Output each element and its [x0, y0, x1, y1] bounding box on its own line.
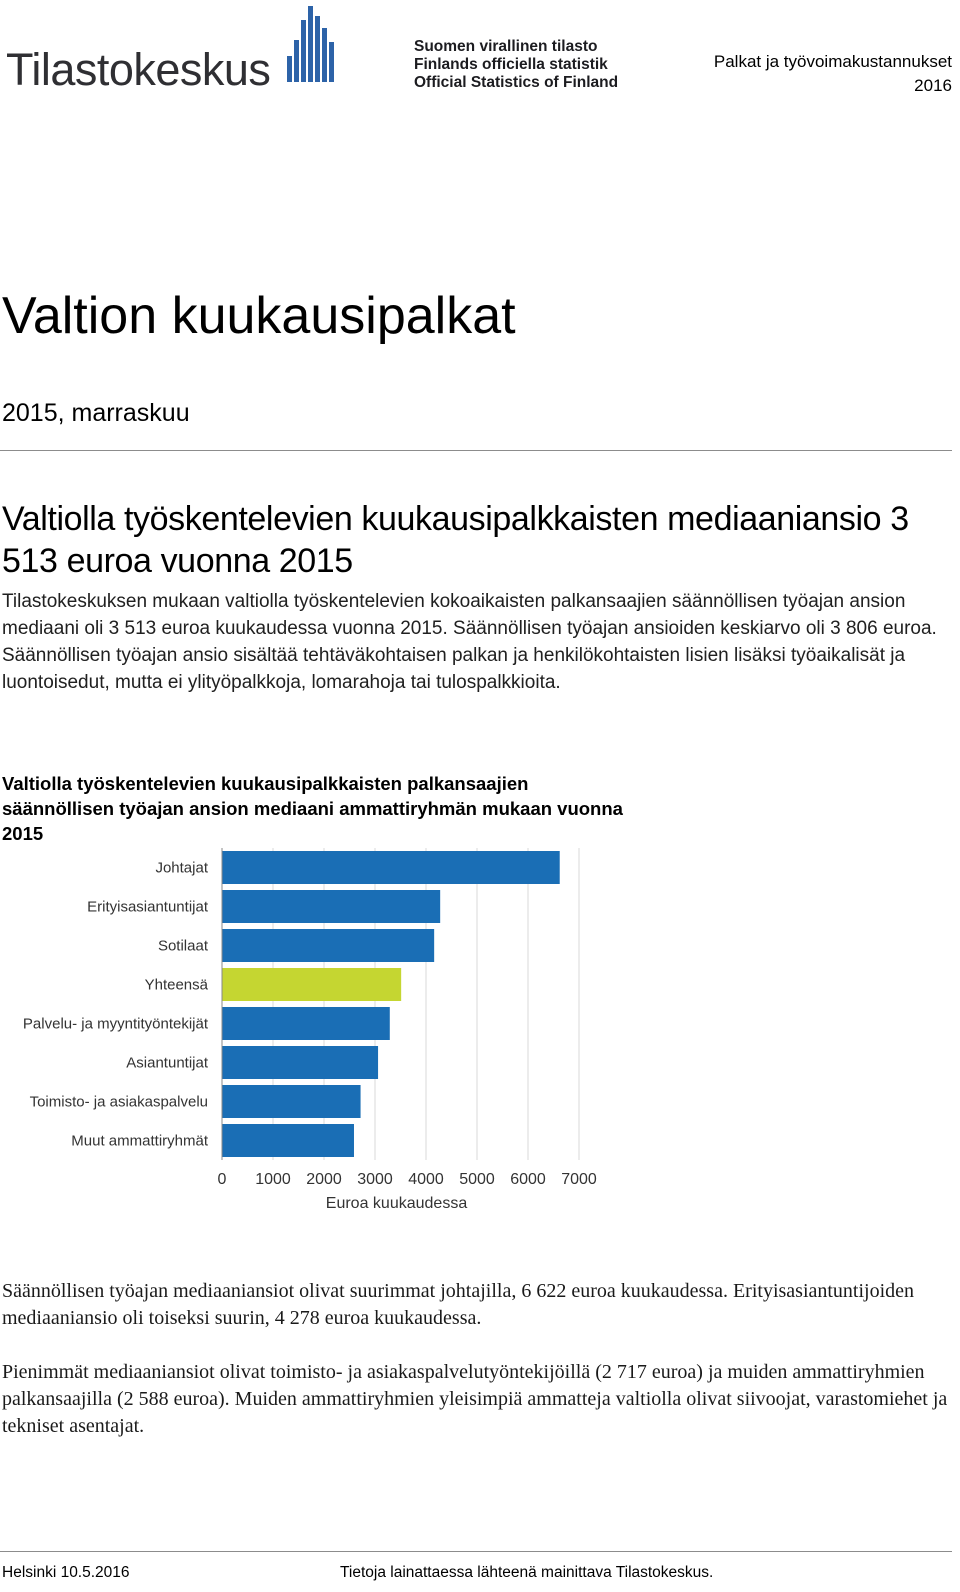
- series-year: 2016: [914, 76, 952, 95]
- paragraph-1: Säännöllisen työajan mediaaniansiot olivat suurimmat johtajilla, 6 622 euroa kuukaudessa. Erityisasiantuntijoiden mediaaniansio oli toiseksi suurin, 4 278 euroa kuukaudessa.: [2, 1280, 915, 1329]
- bar: [222, 890, 440, 923]
- series-name: Palkat ja työvoimakustannukset: [713, 52, 952, 71]
- x-tick-label: 4000: [408, 1171, 444, 1188]
- footer-citation: Tietoja lainattaessa lähteenä mainittava Tilastokeskus.: [340, 1564, 714, 1581]
- bar-chart: [0, 840, 640, 1240]
- category-label: Muut ammattiryhmät: [71, 1132, 208, 1150]
- bar: [222, 1007, 390, 1040]
- bar: [222, 968, 401, 1001]
- category-label: Erityisasiantuntijat: [87, 898, 208, 916]
- headline: Valtiolla työskentelevien kuukausipalkkaisten mediaaniansio 3 513 euroa vuonna 2015: [2, 500, 909, 580]
- category-label: Toimisto- ja asiakaspalvelu: [29, 1093, 208, 1111]
- x-tick-label: 6000: [510, 1171, 546, 1188]
- bar: [222, 929, 434, 962]
- release-date: 2015, marraskuu: [2, 399, 190, 427]
- x-tick-label: 7000: [561, 1171, 597, 1188]
- page-title: Valtion kuukausipalkat: [2, 287, 516, 345]
- x-tick-label: 1000: [255, 1171, 291, 1188]
- chart-x-ticks: [218, 1171, 597, 1188]
- x-tick-label: 3000: [357, 1171, 393, 1188]
- chart-heading: Valtiolla työskentelevien kuukausipalkkaisten palkansaajien säännöllisen työajan ansion mediaani ammattiryhmän mukaan vuonna 2015: [2, 773, 623, 844]
- logo-bars-icon: [286, 2, 338, 86]
- paragraph-2: Pienimmät mediaaniansiot olivat toimisto- ja asiakaspalvelutyöntekijöillä (2 717 euroa) ja muiden ammattiryhmien palkansaajilla (2 588 euroa). Muiden ammattiryhmien yleisimpiä ammatteja valtiolla olivat siivoojat, varastomiehet ja tekniset asentajat.: [2, 1361, 948, 1437]
- x-tick-label: 5000: [459, 1171, 495, 1188]
- logo-wordmark: Tilastokeskus: [6, 44, 271, 95]
- footer-divider: [0, 1551, 952, 1552]
- chart-category-labels: [23, 860, 209, 1150]
- chart-x-axis-label: Euroa kuukaudessa: [325, 1195, 468, 1212]
- category-label: Yhteensä: [144, 976, 208, 994]
- series-info: [714, 50, 952, 98]
- intro-paragraph: Tilastokeskuksen mukaan valtiolla työskentelevien kokoaikaisten palkansaajien säännöllisen työajan ansion mediaani oli 3 513 euroa kuukaudessa vuonna 2015. Säännöllisen työajan ansioiden keskiarvo oli 3 806 euroa. Säännöllisen työajan ansio sisältää tehtäväkohtaisen palkan ja henkilökohtaisten lisien lisäksi työaikalisät ja luontoisedut, mutta ei ylityöpalkkoja, lomarahoja tai tulospalkkioita.: [2, 591, 937, 693]
- title-divider: [0, 450, 952, 451]
- official-statistics-label: [414, 38, 618, 92]
- official-line-en: Official Statistics of Finland: [414, 74, 619, 91]
- bar: [222, 1124, 354, 1157]
- x-tick-label: 0: [217, 1171, 227, 1188]
- footer-place-date: Helsinki 10.5.2016: [2, 1564, 130, 1581]
- x-tick-label: 2000: [306, 1171, 342, 1188]
- bar: [222, 1085, 361, 1118]
- official-line-sv: Finlands officiella statistik: [414, 56, 608, 73]
- official-line-fi: Suomen virallinen tilasto: [414, 38, 598, 55]
- category-label: Johtajat: [155, 859, 208, 877]
- bar: [222, 1046, 378, 1079]
- category-label: Sotilaat: [157, 937, 208, 955]
- category-label: Asiantuntijat: [126, 1054, 208, 1072]
- bar: [222, 851, 560, 884]
- category-label: Palvelu- ja myyntityöntekijät: [22, 1015, 208, 1033]
